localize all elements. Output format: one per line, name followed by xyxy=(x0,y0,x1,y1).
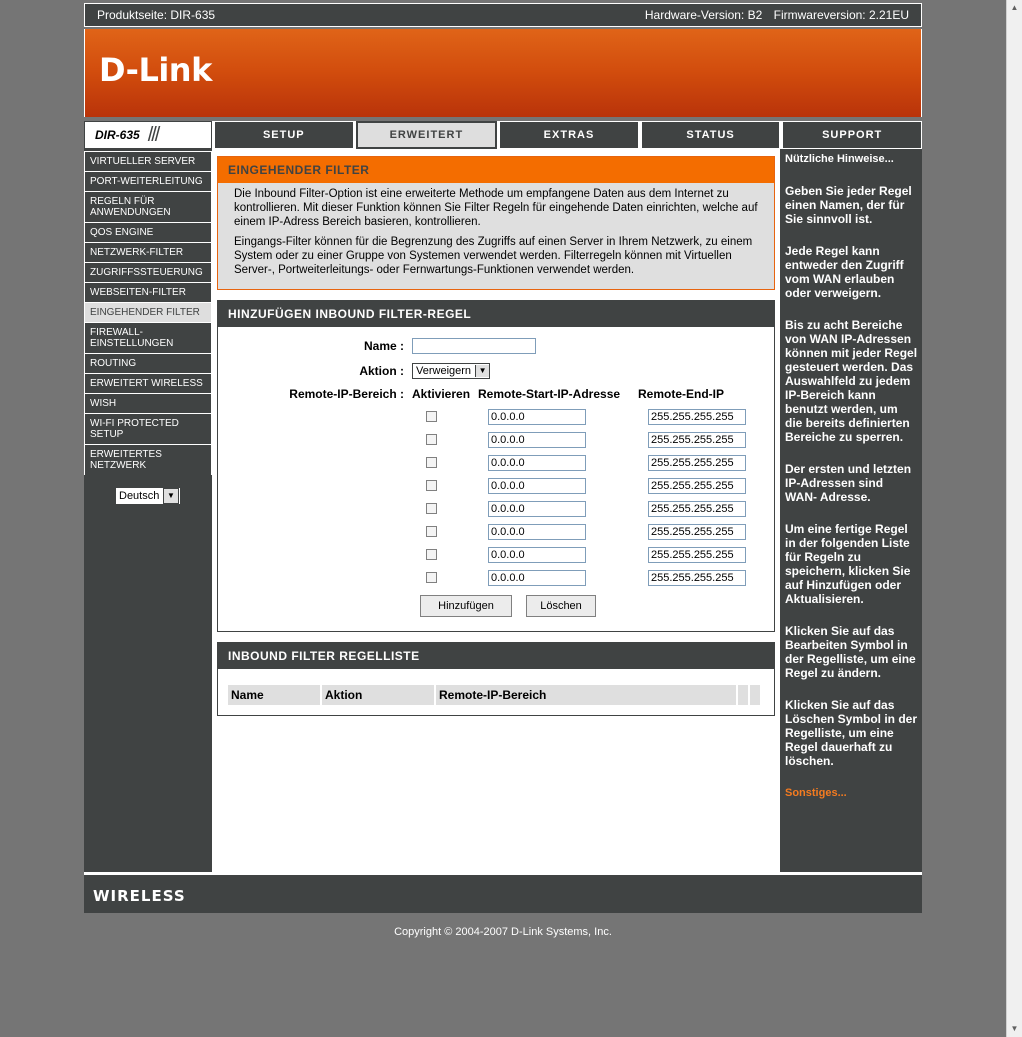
col-delete-header xyxy=(750,685,760,705)
scroll-down-icon[interactable]: ▼ xyxy=(1010,1024,1019,1033)
ip-range-row xyxy=(218,428,774,451)
slash-decoration-icon: /// xyxy=(147,123,159,146)
ip-range-row xyxy=(218,451,774,474)
hint-item: Geben Sie jeder Regel einen Namen, der für Sie sinnvoll ist. xyxy=(785,184,912,226)
hint-item: Jede Regel kann entweder den Zugriff vom WAN erlauben oder verweigern. xyxy=(785,244,904,300)
range-enable-checkbox[interactable] xyxy=(426,572,437,583)
ip-range-row xyxy=(218,520,774,543)
range-enable-checkbox[interactable] xyxy=(426,480,437,491)
col-start-header: Remote-Start-IP-Adresse xyxy=(478,387,621,401)
range-end-input[interactable]: 255.255.255.255 xyxy=(648,432,746,448)
col-end-header: Remote-End-IP xyxy=(638,387,725,401)
range-enable-checkbox[interactable] xyxy=(426,526,437,537)
sidebar-item-wifi-protected-setup[interactable]: WI-FI PROTECTED SETUP xyxy=(84,413,212,444)
range-end-input[interactable]: 255.255.255.255 xyxy=(648,570,746,586)
range-label: Remote-IP-Bereich : xyxy=(289,387,404,401)
intro-text xyxy=(218,183,774,289)
sidebar-item-virtueller-server[interactable]: VIRTUELLER SERVER xyxy=(84,151,212,171)
range-end-input[interactable]: 255.255.255.255 xyxy=(648,547,746,563)
sidebar-item-qos-engine[interactable]: QOS ENGINE xyxy=(84,222,212,242)
col-enable-header: Aktivieren xyxy=(412,387,471,401)
range-start-input[interactable]: 0.0.0.0 xyxy=(488,570,586,586)
range-end-input[interactable]: 255.255.255.255 xyxy=(648,524,746,540)
sidebar xyxy=(84,149,212,872)
sidebar-item-port-weiterleitung[interactable]: PORT-WEITERLEITUNG xyxy=(84,171,212,191)
tab-support[interactable]: SUPPORT xyxy=(782,121,922,149)
hints-title: Nützliche Hinweise... xyxy=(785,153,894,165)
action-label: Aktion : xyxy=(359,364,404,378)
col-range-header: Remote-IP-Bereich xyxy=(436,685,736,705)
hardware-version: Hardware-Version: B2 xyxy=(644,8,763,22)
dlink-logo: D-Link xyxy=(99,51,212,89)
footer-bar xyxy=(84,872,922,913)
chevron-down-icon[interactable]: ▼ xyxy=(475,365,489,377)
sidebar-item-eingehender-filter[interactable]: EINGEHENDER FILTER xyxy=(84,302,212,322)
ip-range-row xyxy=(218,474,774,497)
language-select[interactable] xyxy=(115,487,181,505)
version-info xyxy=(637,8,909,22)
range-start-input[interactable]: 0.0.0.0 xyxy=(488,432,586,448)
hints-panel xyxy=(780,149,922,872)
range-start-input[interactable]: 0.0.0.0 xyxy=(488,478,586,494)
page-container xyxy=(84,3,922,938)
wireless-logo: WIRELESS xyxy=(93,887,186,905)
ip-range-row xyxy=(218,405,774,428)
range-enable-checkbox[interactable] xyxy=(426,434,437,445)
sidebar-item-wish[interactable]: WISH xyxy=(84,393,212,413)
hint-item: Um eine fertige Regel in der folgenden Liste für Regeln zu speichern, klicken Sie auf Hinzufügen oder Aktualisieren. xyxy=(785,522,911,606)
hint-item: Klicken Sie auf das Löschen Symbol in der Regelliste, um eine Regel dauerhaft zu löschen. xyxy=(785,698,918,768)
chevron-down-icon[interactable]: ▼ xyxy=(163,488,179,504)
sidebar-item-webseiten-filter[interactable]: WEBSEITEN-FILTER xyxy=(84,282,212,302)
range-enable-checkbox[interactable] xyxy=(426,457,437,468)
sidebar-item-firewall-einstellungen[interactable]: FIREWALL-EINSTELLUNGEN xyxy=(84,322,212,353)
sidebar-item-regeln-fuer-anwendungen[interactable]: REGELN FÜR ANWENDUNGEN xyxy=(84,191,212,222)
range-enable-checkbox[interactable] xyxy=(426,411,437,422)
col-action-header: Aktion xyxy=(322,685,434,705)
vertical-scrollbar[interactable] xyxy=(1006,0,1022,1037)
language-value: Deutsch xyxy=(119,490,160,502)
sidebar-item-erweitertes-netzwerk[interactable]: ERWEITERTES NETZWERK xyxy=(84,444,212,475)
sidebar-item-netzwerk-filter[interactable]: NETZWERK-FILTER xyxy=(84,242,212,262)
range-end-input[interactable]: 255.255.255.255 xyxy=(648,455,746,471)
rule-list-header xyxy=(228,685,764,705)
range-start-input[interactable]: 0.0.0.0 xyxy=(488,501,586,517)
intro-section xyxy=(217,156,775,290)
add-rule-section xyxy=(217,300,775,632)
ip-range-row xyxy=(218,566,774,589)
add-rule-form xyxy=(218,327,774,631)
intro-paragraph-1: Die Inbound Filter-Option ist eine erweiterte Methode um empfangene Daten aus dem Internet zu kontrollieren. Mit dieser Funktion können Sie Filter Regeln für eingehende Daten einrichten, welche auf einem IP-Adress Bereich basieren, kontrollieren. xyxy=(234,188,758,228)
sidebar-item-zugriffssteuerung[interactable]: ZUGRIFFSSTEUERUNG xyxy=(84,262,212,282)
range-end-input[interactable]: 255.255.255.255 xyxy=(648,478,746,494)
hint-item: Bis zu acht Bereiche von WAN IP-Adressen können mit jeder Regel gesteuert werden. Das Auswahlfeld zu jedem IP-Bereich kann benutzt werden, um die bereits definierten Bereiche zu sperren. xyxy=(785,318,918,444)
range-start-input[interactable]: 0.0.0.0 xyxy=(488,547,586,563)
rule-list-section xyxy=(217,642,775,716)
tab-status[interactable]: STATUS xyxy=(641,121,781,149)
sidebar-item-routing[interactable]: ROUTING xyxy=(84,353,212,373)
tab-erweitert[interactable]: ERWEITERT xyxy=(356,121,498,149)
ip-range-row xyxy=(218,543,774,566)
range-enable-checkbox[interactable] xyxy=(426,549,437,560)
intro-paragraph-2: Eingangs-Filter können für die Begrenzung des Zugriffs auf einen Server in Ihrem Netzwerk, zu einem System oder zu einer Gruppe von Systemen verwendet werden. Filterregeln können mit Virtuellen Server-, Portweiterleitungs- oder Fernwartungs-Funktionen verwendet werden. xyxy=(234,236,753,276)
intro-title: EINGEHENDER FILTER xyxy=(218,157,774,183)
product-page-link[interactable]: Produktseite: DIR-635 xyxy=(97,8,216,22)
sidebar-item-erweitert-wireless[interactable]: ERWEITERT WIRELESS xyxy=(84,373,212,393)
range-start-input[interactable]: 0.0.0.0 xyxy=(488,524,586,540)
model-name: DIR-635 xyxy=(95,128,140,142)
range-end-input[interactable]: 255.255.255.255 xyxy=(648,409,746,425)
top-navigation xyxy=(84,121,922,149)
model-badge xyxy=(84,121,212,149)
ip-range-row xyxy=(218,497,774,520)
range-start-input[interactable]: 0.0.0.0 xyxy=(488,409,586,425)
top-info-bar xyxy=(84,3,922,27)
action-select[interactable] xyxy=(412,363,490,379)
rule-list-table xyxy=(218,669,774,715)
col-name-header: Name xyxy=(228,685,320,705)
firmware-version: Firmwareversion: 2.21EU xyxy=(773,8,909,22)
action-value: Verweigern xyxy=(416,365,472,377)
more-hints-link[interactable]: Sonstiges... xyxy=(785,787,847,799)
col-edit-header xyxy=(738,685,748,705)
hint-item: Klicken Sie auf das Bearbeiten Symbol in der Regelliste, um eine Regel zu ändern. xyxy=(785,624,916,680)
add-rule-title: HINZUFÜGEN INBOUND FILTER-REGEL xyxy=(218,301,774,327)
ip-range-list xyxy=(218,405,774,589)
range-end-input[interactable]: 255.255.255.255 xyxy=(648,501,746,517)
name-label: Name : xyxy=(363,339,404,353)
copyright: Copyright © 2004-2007 D-Link Systems, Inc. xyxy=(394,926,612,938)
delete-button[interactable]: Löschen xyxy=(526,595,596,617)
hint-item: Der ersten und letzten IP-Adressen sind WAN- Adresse. xyxy=(785,462,912,504)
name-input[interactable] xyxy=(412,338,536,354)
content-area xyxy=(84,149,922,872)
range-start-input[interactable]: 0.0.0.0 xyxy=(488,455,586,471)
rule-list-title: INBOUND FILTER REGELLISTE xyxy=(218,643,774,669)
header-banner xyxy=(84,29,922,117)
range-enable-checkbox[interactable] xyxy=(426,503,437,514)
main-content xyxy=(212,149,780,872)
tab-setup[interactable]: SETUP xyxy=(214,121,354,149)
add-button[interactable]: Hinzufügen xyxy=(420,595,512,617)
scroll-up-icon[interactable]: ▲ xyxy=(1010,3,1019,12)
tab-extras[interactable]: EXTRAS xyxy=(499,121,639,149)
